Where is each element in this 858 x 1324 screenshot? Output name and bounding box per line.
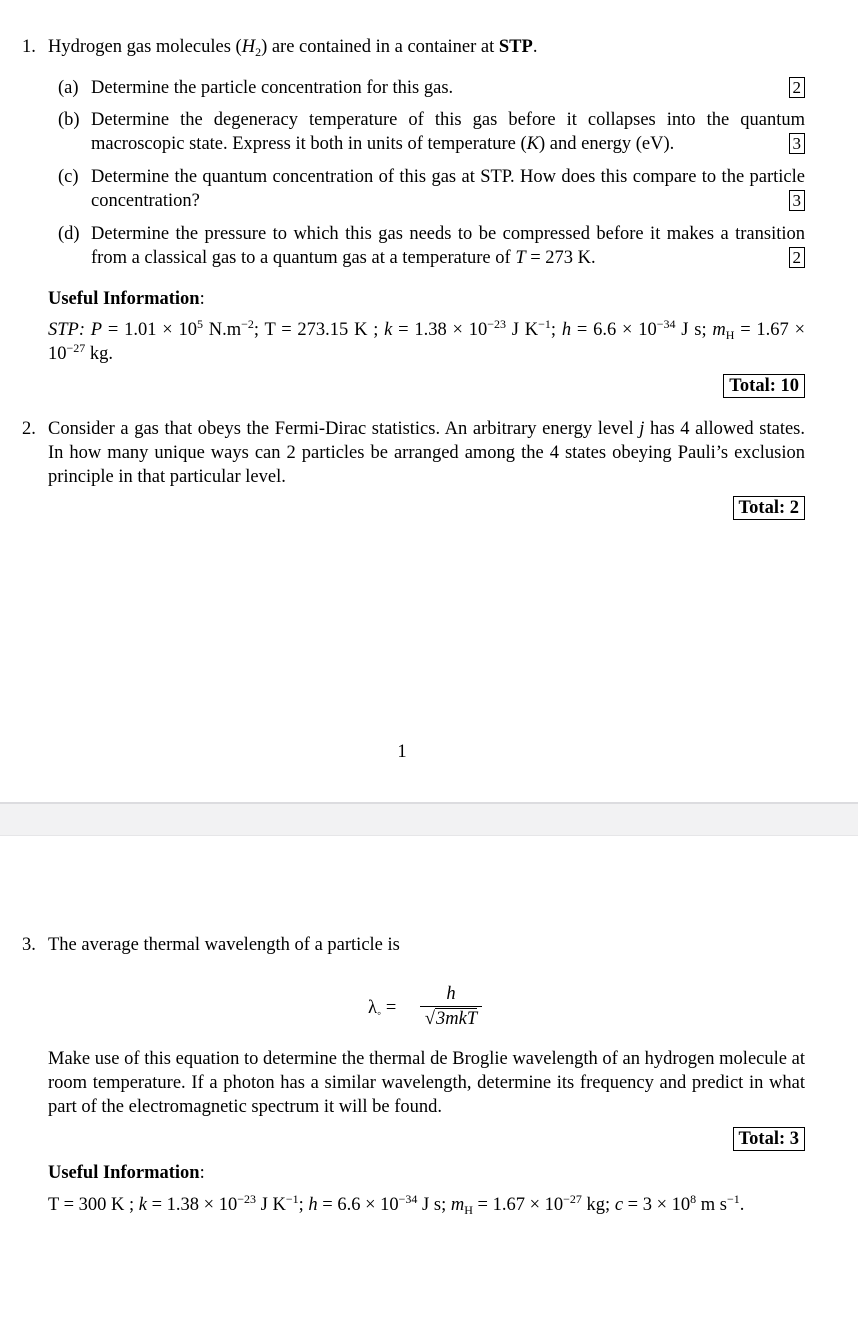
marks-box: 2 [789, 247, 806, 268]
page-break [0, 802, 858, 836]
q3-text: Make use of this equation to determine the thermal de Broglie wavelength of an hydrogen molecule at room temperature. If a photon has a similar wavelength, determine its frequency and predict in what part of the electromagnetic spectrum it will be found. [48, 1049, 805, 1117]
q1-stem: Hydrogen gas molecules $(H_2)$ are contained in a container at STP. [48, 37, 538, 59]
q3-total: Total: 3 [733, 1127, 805, 1151]
q1-part-b [58, 108, 805, 156]
marks-box: 3 [789, 133, 806, 154]
part-label: (c) [58, 167, 79, 187]
q1-part-a [58, 76, 805, 100]
q1-number: 1. [22, 37, 36, 57]
equation-numerator: h [446, 984, 456, 1004]
part-label: (a) [58, 78, 79, 98]
marks-box: 3 [789, 190, 806, 211]
marks-box: 2 [789, 77, 806, 98]
useful-info-heading: Useful Information: [48, 1163, 205, 1183]
q2-text: Consider a gas that obeys the Fermi-Dirac statistics. An arbitrary energy level j has 4 allowed states. In how many unique ways can 2 particles be arranged among the 4 states obeying Pauli’s exclusion principle in that particular level. [48, 419, 805, 487]
useful-info-text: STP: $P = 1.01 \times 10^5$ $N.m^{-2}$; T = 273.15 K ; $k = 1.38 \times 10^{-23}$ J $K^{-1}$; $h = 6.6 \times 10^{-34}$ J s; $m_H = 1.67 \times 10^{-27}$ kg. [48, 317, 805, 364]
part-label: (b) [58, 110, 80, 130]
part-text: Determine the particle concentration for this gas. [91, 78, 454, 98]
q3-number: 3. [22, 935, 36, 955]
useful-info-heading: Useful Information: [48, 289, 205, 309]
q1-part-d [58, 222, 805, 270]
part-text: Determine the pressure to which this gas needs to be compressed before it makes a transition from a classical gas to a quantum gas at a temperature of T = 273 K. [91, 224, 805, 268]
thermal-wavelength-equation [368, 982, 528, 1038]
part-label: (d) [58, 224, 80, 244]
part-text: Determine the degeneracy temperature of this gas before it collapses into the quantum macroscopic state. Express it both in units of temperature (K) and energy (eV). [91, 110, 805, 154]
equation-lhs: $\lambda_◦$ = [368, 998, 397, 1020]
q1-total: Total: 10 [723, 374, 805, 398]
q1-part-c [58, 165, 805, 213]
page-number: 1 [397, 742, 407, 762]
equation-fraction [420, 982, 482, 1031]
q2-total: Total: 2 [733, 496, 805, 520]
useful-info-text: T = 300 K ; $k = 1.38 \times 10^{-23}$ J $K^{-1}$; $h = 6.6 \times 10^{-34}$ J s; $m_H = 1.67 \times 10^{-27}$ kg; $c = 3 \times 10^8$ m $s^{-1}$. [48, 1192, 745, 1217]
part-text: Determine the quantum concentration of this gas at STP. How does this compare to the particle concentration? [91, 167, 805, 211]
equation-denominator: √3mkT [424, 1009, 478, 1029]
q2-number: 2. [22, 419, 36, 439]
q3-stem: The average thermal wavelength of a particle is [48, 935, 400, 955]
